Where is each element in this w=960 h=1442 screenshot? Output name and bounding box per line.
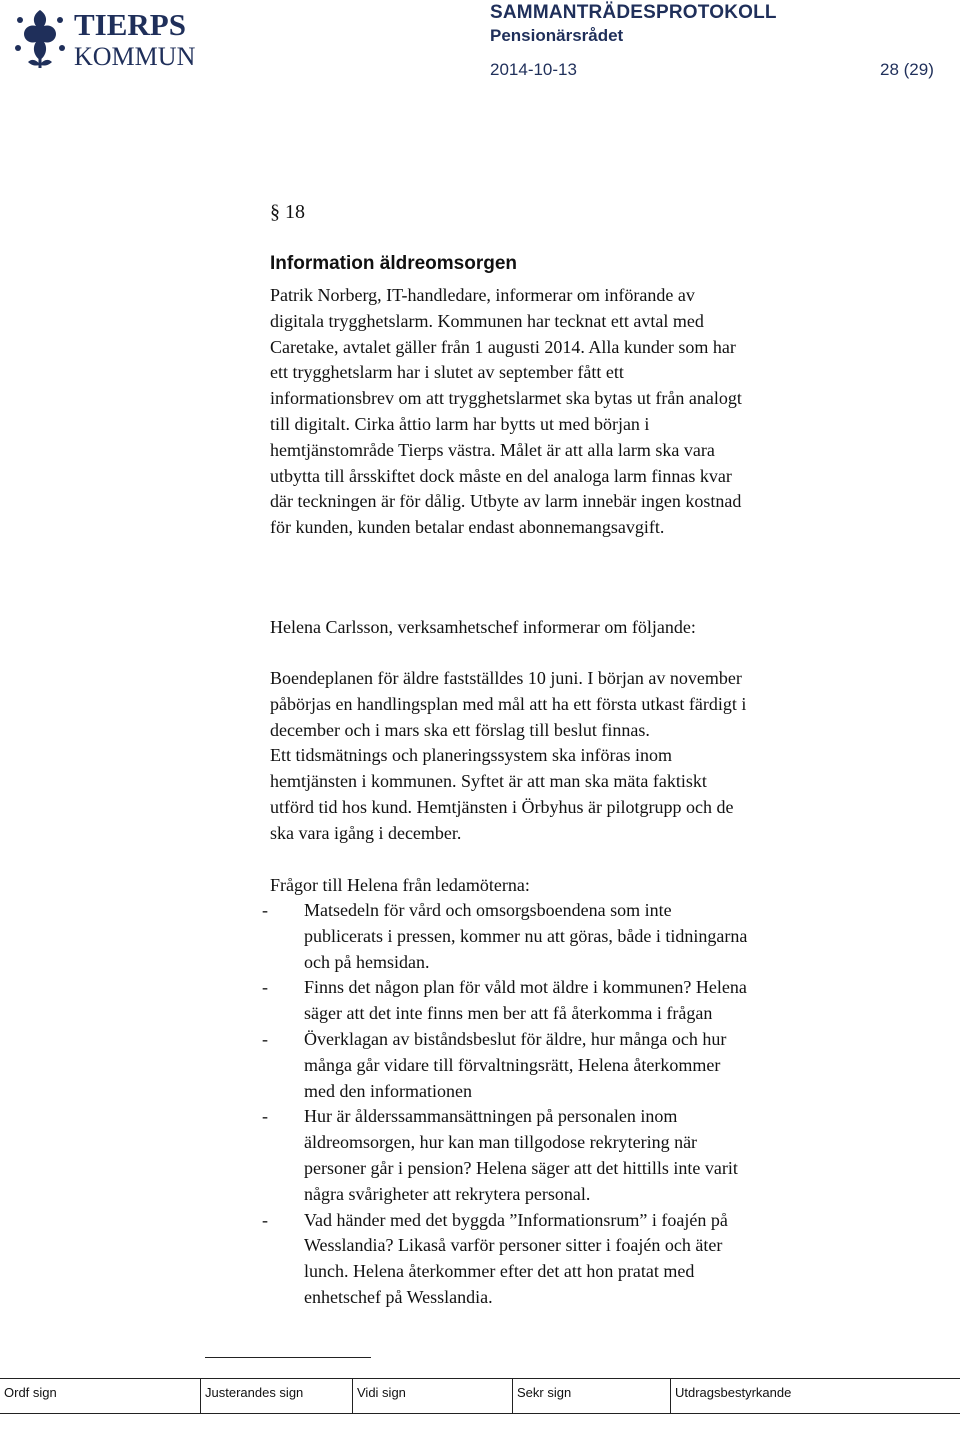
text-line: med den informationen bbox=[304, 1080, 472, 1101]
signature-cell-utdrag bbox=[670, 1379, 960, 1413]
paragraph-boendeplan bbox=[270, 666, 746, 847]
paragraph-helena-intro: Helena Carlsson, verksamhetschef informerar om följande: bbox=[270, 617, 696, 637]
text-line: Vad händer med det byggda ”Informationsrum” i foajén på bbox=[304, 1209, 728, 1230]
signature-cell-vidi bbox=[352, 1379, 512, 1413]
list-item bbox=[262, 898, 882, 975]
text-line: utförd tid hos kund. Hemtjänsten i Örbyhus är pilotgrupp och de bbox=[270, 796, 734, 817]
text-line: ett trygghetslarm har i slutet av september fått ett bbox=[270, 362, 624, 383]
signature-label: Utdragsbestyrkande bbox=[675, 1385, 792, 1400]
text-line: hemtjänstområde Tierps västra. Målet är att alla larm ska vara bbox=[270, 439, 715, 460]
text-line: och på hemsidan. bbox=[304, 951, 430, 972]
text-line: hemtjänsten i kommunen. Syftet är att man ska mäta faktiskt bbox=[270, 771, 707, 792]
text-line: för kunden, kunden betalar endast abonnemangsavgift. bbox=[270, 517, 665, 538]
text-line: till digitalt. Cirka åttio larm har bytts ut med början i bbox=[270, 413, 650, 434]
text-line: december och i mars ska ett förslag till beslut finnas. bbox=[270, 719, 650, 740]
page-number: 28 (29) bbox=[880, 60, 934, 79]
signature-cell-justerande bbox=[200, 1379, 352, 1413]
list-item bbox=[262, 1104, 882, 1207]
signature-footer bbox=[0, 1378, 960, 1414]
paragraph-questions-intro: Frågor till Helena från ledamöterna: bbox=[270, 875, 530, 895]
document-title: SAMMANTRÄDESPROTOKOLL bbox=[490, 2, 777, 23]
text-line: Ett tidsmätnings och planeringssystem ska införas inom bbox=[270, 745, 672, 766]
text-line: Wesslandia? Likaså varför personer sitter i foajén och äter bbox=[304, 1235, 723, 1256]
paragraph-it-larm bbox=[270, 283, 742, 541]
text-line: informationsbrev om att trygghetslarmet ska bytas ut från analogt bbox=[270, 388, 742, 409]
text-line: Hur är ålderssammansättningen på personalen inom bbox=[304, 1106, 678, 1127]
list-dash: - bbox=[262, 977, 268, 998]
municipality-logo bbox=[10, 4, 230, 70]
signature-label: Vidi sign bbox=[357, 1385, 406, 1400]
coat-of-arms-icon bbox=[15, 10, 65, 68]
questions-list bbox=[262, 898, 882, 1311]
footnote-rule bbox=[205, 1357, 371, 1358]
list-dash: - bbox=[262, 1106, 268, 1127]
signature-cell-sekr bbox=[512, 1379, 670, 1413]
list-item bbox=[262, 1027, 882, 1104]
signature-label: Ordf sign bbox=[4, 1385, 57, 1400]
text-line: Matsedeln för vård och omsorgsboendena som inte bbox=[304, 900, 672, 920]
signature-label: Justerandes sign bbox=[205, 1385, 304, 1400]
text-line: utbytta till årsskiftet dock måste en del analoga larm finnas kvar bbox=[270, 465, 732, 486]
signature-cell-ordf bbox=[0, 1379, 200, 1413]
text-line: enhetschef på Wesslandia. bbox=[304, 1286, 493, 1307]
text-line: några svårigheter att rekrytera personal. bbox=[304, 1183, 591, 1204]
text-line: Finns det någon plan för våld mot äldre i kommunen? Helena bbox=[304, 977, 747, 998]
text-line: Överklagan av biståndsbeslut för äldre, hur många och hur bbox=[304, 1028, 727, 1049]
text-line: ska vara igång i december. bbox=[270, 822, 462, 843]
section-number: § 18 bbox=[270, 201, 305, 223]
text-line: Patrik Norberg, IT-handledare, informerar om införande av bbox=[270, 285, 695, 305]
list-item bbox=[262, 975, 882, 1027]
text-line: digitala trygghetslarm. Kommunen har tecknat ett avtal med bbox=[270, 310, 704, 331]
text-line: många går vidare till förvaltningsrätt, Helena återkommer bbox=[304, 1054, 721, 1075]
text-line: äldreomsorgen, hur kan man tillgodose rekrytering när bbox=[304, 1132, 698, 1153]
text-line: Caretake, avtalet gäller från 1 augusti 2014. Alla kunder som har bbox=[270, 336, 736, 357]
text-line: publicerats i pressen, kommer nu att göras, både i tidningarna bbox=[304, 925, 748, 946]
list-dash: - bbox=[262, 1209, 268, 1230]
logo-line2: KOMMUN bbox=[74, 42, 196, 70]
text-line: lunch. Helena återkommer efter det att hon pratat med bbox=[304, 1261, 695, 1282]
text-line: Boendeplanen för äldre fastställdes 10 juni. I början av november bbox=[270, 668, 742, 688]
text-line: säger att det inte finns men ber att få återkomma i frågan bbox=[304, 1003, 713, 1024]
list-dash: - bbox=[262, 1028, 268, 1049]
text-line: personer går i pension? Helena säger att det hittills inte varit bbox=[304, 1157, 738, 1178]
document-subtitle: Pensionärsrådet bbox=[490, 26, 624, 45]
text-line: där teckningen är för dålig. Utbyte av larm innebär ingen kostnad bbox=[270, 491, 742, 512]
document-date: 2014-10-13 bbox=[490, 60, 577, 79]
signature-label: Sekr sign bbox=[517, 1385, 572, 1400]
list-item bbox=[262, 1208, 882, 1311]
logo-line1: TIERPS bbox=[74, 7, 186, 42]
list-dash: - bbox=[262, 900, 268, 920]
text-line: påbörjas en handlingsplan med mål att ha ett första utkast färdigt i bbox=[270, 693, 747, 714]
section-heading: Information äldreomsorgen bbox=[270, 253, 518, 274]
